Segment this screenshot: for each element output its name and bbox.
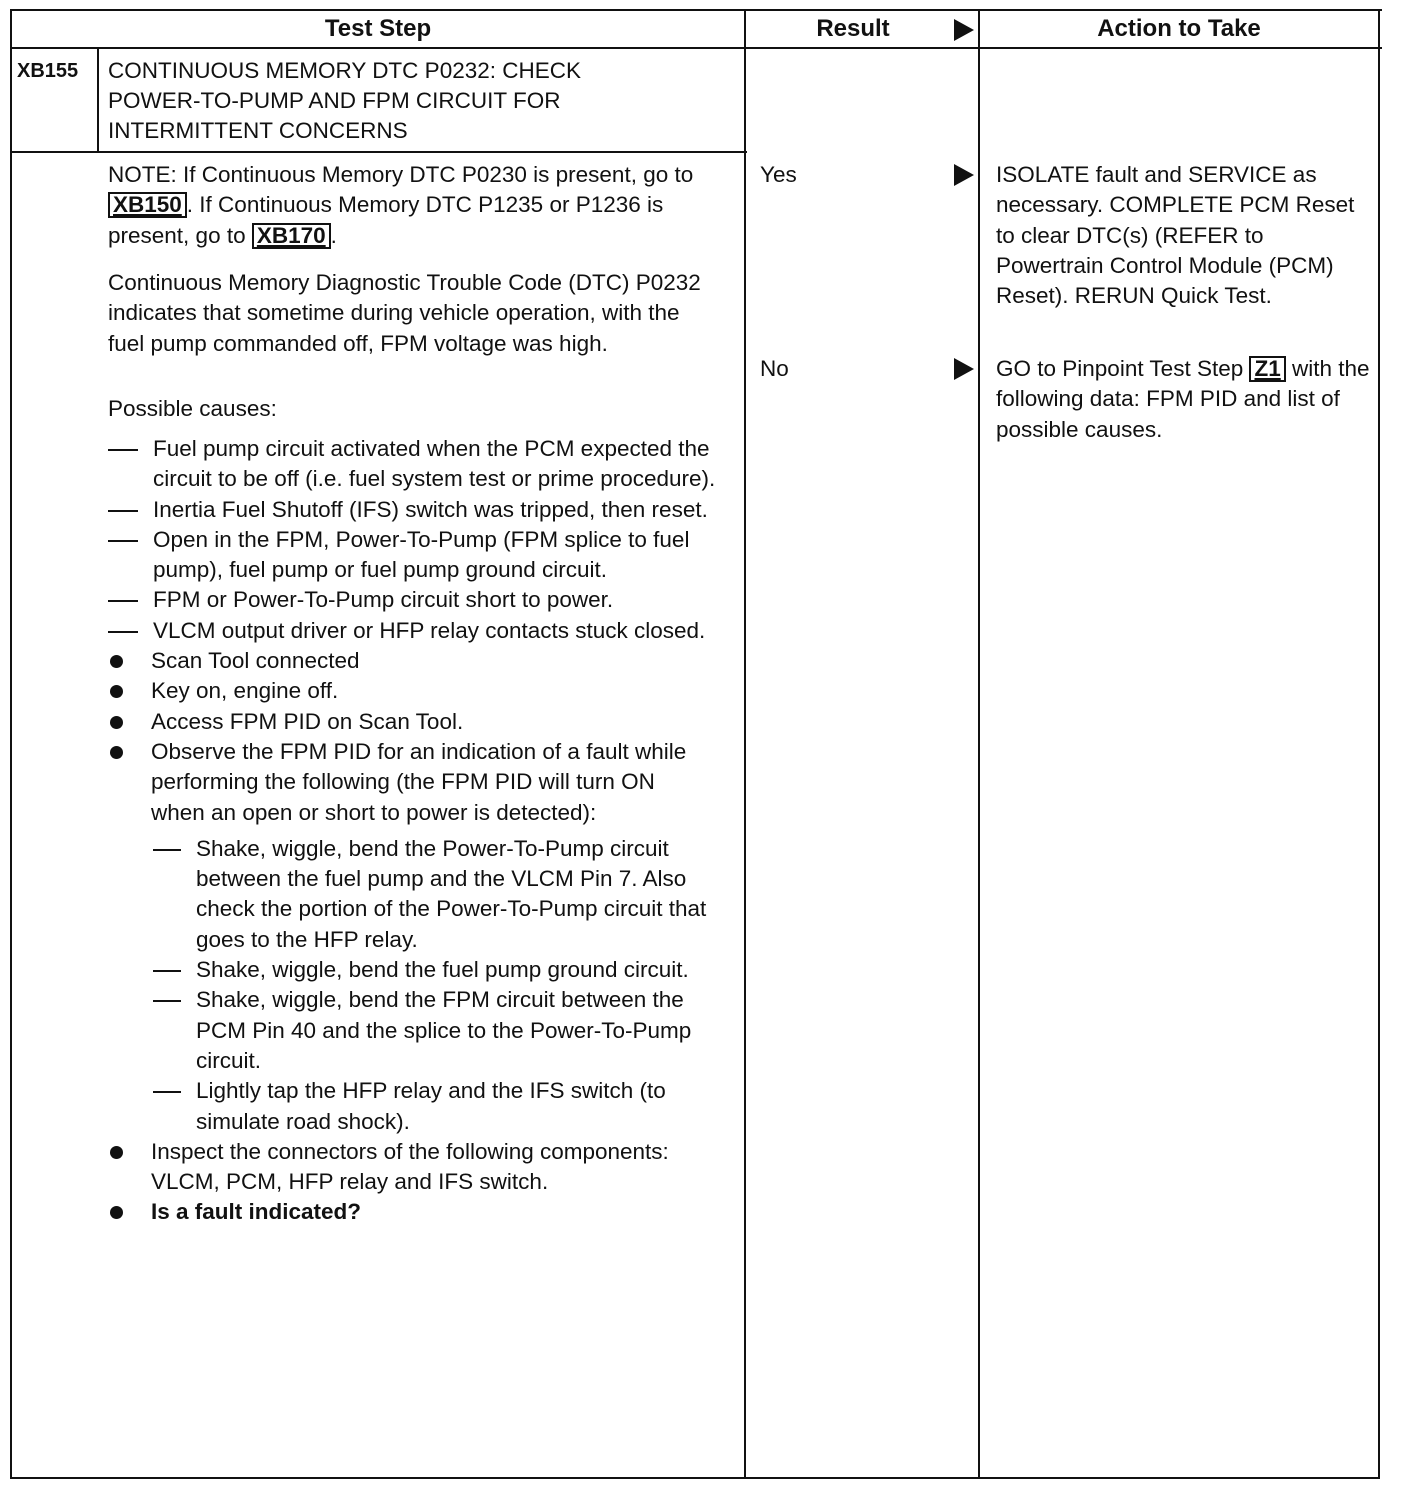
step-id: XB155 [17,60,79,82]
table-left-border-lower [10,153,12,1479]
dash-icon [153,849,181,851]
bullet-icon [110,1206,123,1219]
header-arrow-icon [954,19,974,41]
dash-icon [108,600,138,602]
result-no: No [760,356,789,381]
note-paragraph [108,160,730,251]
action-no-text-1: GO to Pinpoint Test Step [996,356,1250,381]
procedure-bullet: Key on, engine off. [108,676,738,706]
link-xb170[interactable]: XB170 [252,223,331,249]
title-row-bottom-border [10,151,747,153]
sub-step-item: Shake, wiggle, bend the fuel pump ground circuit. [108,955,738,985]
column-divider-result-action [978,9,980,1479]
possible-causes-label: Possible causes: [108,396,277,421]
header-result: Result [816,15,890,42]
cause-item: Fuel pump circuit activated when the PCM expected the circuit to be off (i.e. fuel system test or prime procedure). [108,434,738,495]
step-title-line-2: POWER-TO-PUMP AND FPM CIRCUIT FOR [108,88,561,113]
procedure-bullet: Scan Tool connected [108,646,738,676]
link-xb150[interactable]: XB150 [108,192,187,218]
result-yes: Yes [760,162,797,187]
note-text-2: . If Continuous Memory DTC P1235 or P1236 is present, go to [108,192,664,248]
dash-icon [153,1000,181,1002]
procedure-list [108,434,738,1228]
action-no-text-2: with the following data: FPM PID and list of possible causes. [996,356,1370,442]
procedure-bullet: Observe the FPM PID for an indication of a fault while performing the following (the FPM PID will turn ON when an open or short to power is detected): [108,737,738,828]
bullet-icon [110,685,123,698]
header-test-step: Test Step [324,15,432,42]
note-text-1: NOTE: If Continuous Memory DTC P0230 is present, go to [108,162,694,187]
dash-icon [108,631,138,633]
dash-icon [153,970,181,972]
no-arrow-icon [954,358,974,380]
step-title-line-3: INTERMITTENT CONCERNS [108,118,408,143]
step-title-line-1: CONTINUOUS MEMORY DTC P0232: CHECK [108,58,582,83]
bullet-icon [110,655,123,668]
dash-icon [108,540,138,542]
cause-item: FPM or Power-To-Pump circuit short to power. [108,585,738,615]
sub-step-item: Shake, wiggle, bend the FPM circuit between the PCM Pin 40 and the splice to the Power-To-Pump circuit. [108,985,738,1076]
dash-icon [108,449,138,451]
dash-icon [108,510,138,512]
question-bullet: Is a fault indicated? [108,1197,738,1227]
link-z1[interactable]: Z1 [1249,356,1285,382]
sub-step-item: Lightly tap the HFP relay and the IFS switch (to simulate road shock). [108,1076,738,1137]
procedure-bullet: Inspect the connectors of the following components: VLCM, PCM, HFP relay and IFS switch. [108,1137,738,1198]
header-action: Action to Take [1097,15,1261,42]
description-paragraph: Continuous Memory Diagnostic Trouble Code (DTC) P0232 indicates that sometime during vehicle operation, with the fuel pump commanded off, FPM voltage was high. [108,270,701,356]
note-text-3: . [330,222,337,248]
cause-item: Open in the FPM, Power-To-Pump (FPM splice to fuel pump), fuel pump or fuel pump ground circuit. [108,525,738,586]
bullet-icon [110,1146,123,1159]
header-bottom-border [10,47,1382,49]
action-yes: ISOLATE fault and SERVICE as necessary. COMPLETE PCM Reset to clear DTC(s) (REFER to Powertrain Control Module (PCM) Reset). RERUN Quick Test. [996,162,1355,309]
cause-item: Inertia Fuel Shutoff (IFS) switch was tripped, then reset. [108,495,738,525]
table-bottom-border [10,1477,1380,1479]
procedure-bullet: Access FPM PID on Scan Tool. [108,707,738,737]
table-right-border [1378,9,1380,1479]
action-no [996,354,1374,445]
bullet-icon [110,716,123,729]
yes-arrow-icon [954,164,974,186]
cause-item: VLCM output driver or HFP relay contacts stuck closed. [108,616,738,646]
bullet-icon [110,746,123,759]
table-top-border [10,9,1382,11]
column-divider-teststep-result [744,9,746,1479]
dash-icon [153,1091,181,1093]
step-id-divider [97,49,99,152]
sub-step-item: Shake, wiggle, bend the Power-To-Pump circuit between the fuel pump and the VLCM Pin 7. Also check the portion of the Power-To-Pump circuit that goes to the HFP relay. [108,834,738,955]
